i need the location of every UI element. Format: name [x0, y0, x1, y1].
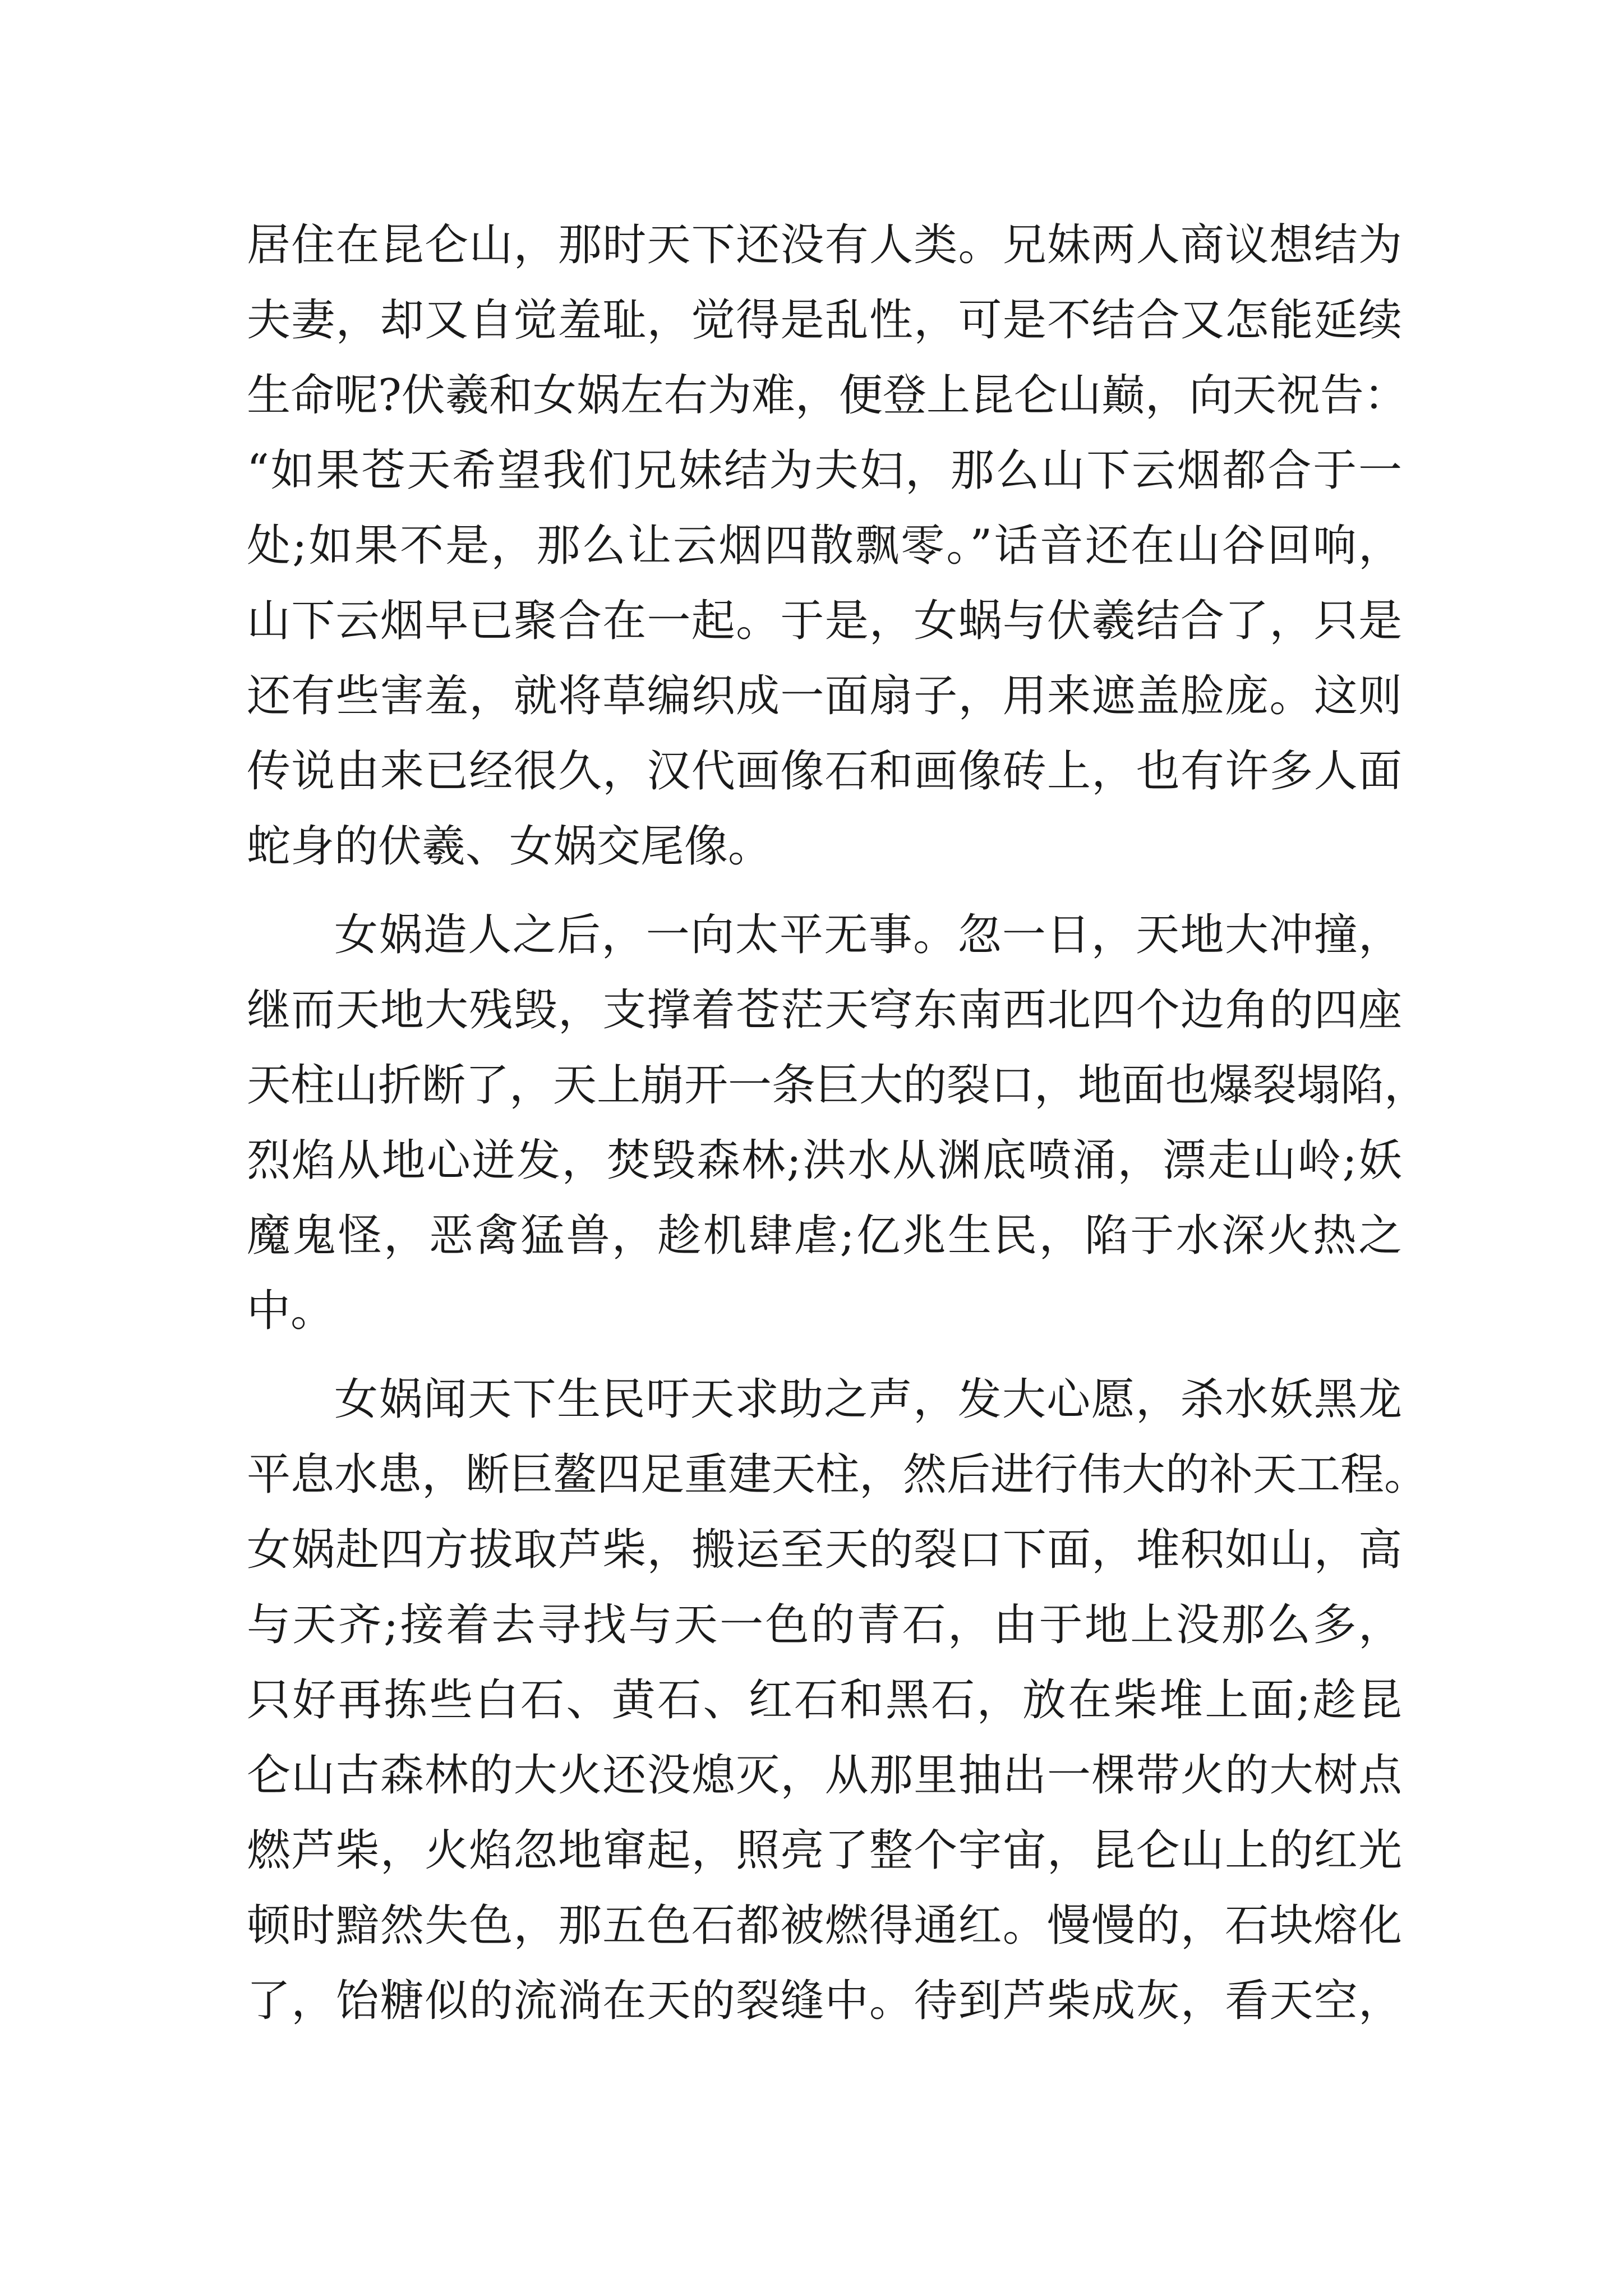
- text-line: 女娲赴四方拔取芦柴，搬运至天的裂口下面，堆积如山，高: [247, 1525, 1402, 1575]
- text-line: 了，饴糖似的流淌在天的裂缝中。待到芦柴成灰，看天空，: [247, 1976, 1402, 2026]
- text-line: 烈焰从地心迸发，焚毁森林;洪水从渊底喷涌，漂走山岭;妖: [247, 1135, 1402, 1186]
- text-line: 传说由来已经很久，汉代画像石和画像砖上，也有许多人面: [247, 746, 1402, 797]
- text-line: 魔鬼怪，恶禽猛兽，趁机肆虐;亿兆生民，陷于水深火热之: [247, 1211, 1402, 1261]
- text-line: 生命呢?伏羲和女娲左右为难，便登上昆仑山巅，向天祝告：: [247, 370, 1408, 421]
- text-line: 平息水患，断巨鳌四足重建天柱，然后进行伟大的补天工程。: [247, 1450, 1428, 1500]
- paragraph-3: [247, 1362, 1428, 2039]
- text-line: 还有些害羞，就将草编织成一面扇子，用来遮盖脸庞。这则: [247, 671, 1402, 721]
- text-line: 山下云烟早已聚合在一起。于是，女蜗与伏羲结合了，只是: [247, 596, 1402, 646]
- text-line: 与天齐;接着去寻找与天一色的青石，由于地上没那么多，: [247, 1600, 1402, 1650]
- text-line: 只好再拣些白石、黄石、红石和黑石，放在柴堆上面;趁昆: [247, 1675, 1402, 1726]
- paragraph-gap: [247, 1349, 1402, 1362]
- text-line: 夫妻，却又自觉羞耻，觉得是乱性，可是不结合又怎能延续: [247, 295, 1402, 346]
- text-line: 天柱山折断了，天上崩开一条巨大的裂口，地面也爆裂塌陷，: [247, 1060, 1428, 1111]
- text-line: 燃芦柴，火焰忽地窜起，照亮了整个宇宙，昆仑山上的红光: [247, 1825, 1402, 1876]
- text-line: 女娲闻天下生民吁天求助之声，发大心愿，杀水妖黑龙: [334, 1374, 1402, 1425]
- text-line: 居住在昆仑山，那时天下还没有人类。兄妹两人商议想结为: [247, 220, 1402, 270]
- text-line: 女娲造人之后，一向太平无事。忽一日，天地大冲撞，: [334, 910, 1402, 960]
- text-line: 仑山古森林的大火还没熄灭，从那里抽出一棵带火的大树点: [247, 1750, 1402, 1801]
- paragraph-gap: [247, 884, 1402, 898]
- text-line: 顿时黯然失色，那五色石都被燃得通红。慢慢的，石块熔化: [247, 1901, 1402, 1951]
- text-line: 处;如果不是，那么让云烟四散飘零。”话音还在山谷回响，: [247, 521, 1402, 571]
- body-text: [247, 208, 1428, 2039]
- paragraph-2: [247, 898, 1428, 1349]
- text-line: 中。: [247, 1286, 335, 1336]
- text-line: 蛇身的伏羲、女娲交尾像。: [247, 821, 772, 872]
- text-line: “如果苍天希望我们兄妹结为夫妇，那么山下云烟都合于一: [247, 445, 1402, 496]
- paragraph-1: [247, 208, 1408, 884]
- text-line: 继而天地大残毁，支撑着苍茫天穹东南西北四个边角的四座: [247, 985, 1402, 1036]
